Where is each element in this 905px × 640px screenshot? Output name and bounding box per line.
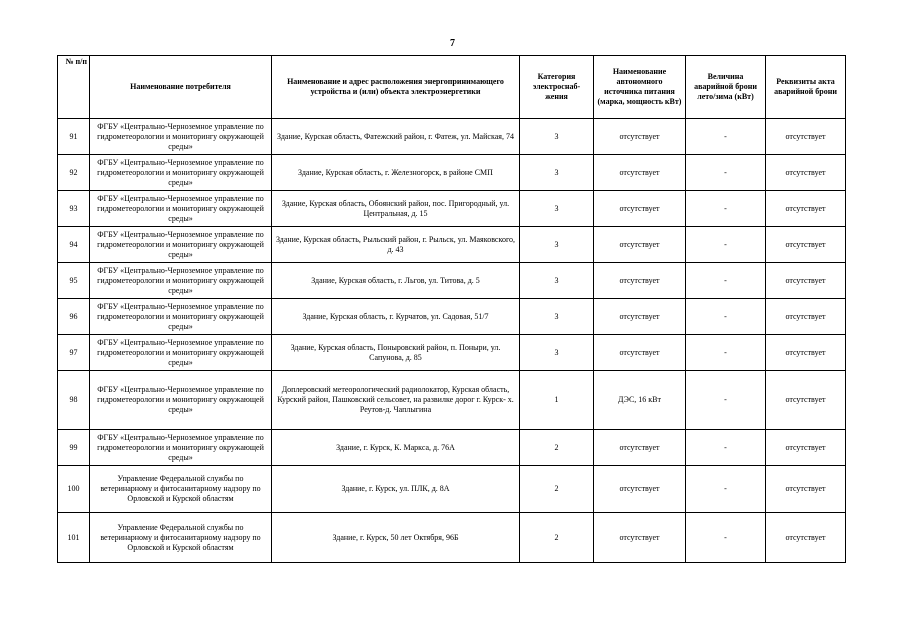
cell-reserve: - xyxy=(686,263,766,299)
cell-source: отсутствует xyxy=(594,335,686,371)
cell-category: 2 xyxy=(520,513,594,563)
header-category: Категория электроснаб-жения xyxy=(520,56,594,119)
cell-address: Здание, г. Курск, К. Маркса, д. 76А xyxy=(272,430,520,466)
cell-num: 95 xyxy=(58,263,90,299)
cell-consumer: ФГБУ «Центрально-Черноземное управление по гидрометеорологии и мониторингу окружающей среды» xyxy=(90,191,272,227)
table-row xyxy=(58,513,846,563)
cell-act: отсутствует xyxy=(766,513,846,563)
cell-act: отсутствует xyxy=(766,371,846,430)
table-row xyxy=(58,227,846,263)
cell-act: отсутствует xyxy=(766,119,846,155)
cell-consumer: ФГБУ «Центрально-Черноземное управление по гидрометеорологии и мониторингу окружающей среды» xyxy=(90,227,272,263)
cell-consumer: Управление Федеральной службы по ветеринарному и фитосанитарному надзору по Орловской и Курской областям xyxy=(90,513,272,563)
header-reserve: Величина аварийной брони лето/зима (кВт) xyxy=(686,56,766,119)
cell-act: отсутствует xyxy=(766,335,846,371)
table-row xyxy=(58,299,846,335)
cell-source: ДЭС, 16 кВт xyxy=(594,371,686,430)
cell-reserve: - xyxy=(686,155,766,191)
cell-consumer: ФГБУ «Центрально-Черноземное управление по гидрометеорологии и мониторингу окружающей среды» xyxy=(90,299,272,335)
cell-address: Здание, Курская область, Поныровский район, п. Поныри, ул. Сапунова, д. 85 xyxy=(272,335,520,371)
header-act: Реквизиты акта аварийной брони xyxy=(766,56,846,119)
cell-consumer: ФГБУ «Центрально-Черноземное управление по гидрометеорологии и мониторингу окружающей среды» xyxy=(90,155,272,191)
cell-num: 100 xyxy=(58,466,90,513)
cell-source: отсутствует xyxy=(594,191,686,227)
table-row xyxy=(58,466,846,513)
cell-source: отсутствует xyxy=(594,227,686,263)
cell-reserve: - xyxy=(686,335,766,371)
cell-reserve: - xyxy=(686,191,766,227)
cell-category: 3 xyxy=(520,155,594,191)
table-row xyxy=(58,119,846,155)
cell-num: 92 xyxy=(58,155,90,191)
cell-consumer: ФГБУ «Центрально-Черноземное управление по гидрометеорологии и мониторингу окружающей среды» xyxy=(90,263,272,299)
cell-reserve: - xyxy=(686,371,766,430)
cell-reserve: - xyxy=(686,299,766,335)
cell-address: Доплеровский метеорологический радиолокатор, Курская область, Курский район, Пашковский сельсовет, на развилке дорог г. Курск- х. Реутов-д. Чаплыгина xyxy=(272,371,520,430)
cell-category: 3 xyxy=(520,263,594,299)
cell-category: 3 xyxy=(520,227,594,263)
cell-address: Здание, Курская область, Обоянский район, пос. Пригородный, ул. Центральная, д. 15 xyxy=(272,191,520,227)
cell-address: Здание, г. Курск, ул. ПЛК, д. 8А xyxy=(272,466,520,513)
cell-address: Здание, Курская область, г. Железногорск, в районе СМП xyxy=(272,155,520,191)
table-row xyxy=(58,430,846,466)
table-row xyxy=(58,155,846,191)
cell-num: 96 xyxy=(58,299,90,335)
table-row xyxy=(58,335,846,371)
cell-consumer: ФГБУ «Центрально-Черноземное управление по гидрометеорологии и мониторингу окружающей среды» xyxy=(90,335,272,371)
cell-act: отсутствует xyxy=(766,227,846,263)
header-address: Наименование и адрес расположения энергопринимающего устройства и (или) объекта электроэнергетики xyxy=(272,56,520,119)
cell-num: 99 xyxy=(58,430,90,466)
cell-category: 3 xyxy=(520,191,594,227)
header-source: Наименование автономного источника питания (марка, мощность кВт) xyxy=(594,56,686,119)
cell-address: Здание, г. Курск, 50 лет Октября, 96Б xyxy=(272,513,520,563)
header-num: № п/п xyxy=(58,56,90,119)
cell-consumer: ФГБУ «Центрально-Черноземное управление по гидрометеорологии и мониторингу окружающей среды» xyxy=(90,119,272,155)
table-row xyxy=(58,263,846,299)
cell-address: Здание, Курская область, Рыльский район, г. Рыльск, ул. Маяковского, д. 43 xyxy=(272,227,520,263)
table-row xyxy=(58,191,846,227)
cell-category: 3 xyxy=(520,335,594,371)
cell-num: 91 xyxy=(58,119,90,155)
cell-source: отсутствует xyxy=(594,466,686,513)
cell-act: отсутствует xyxy=(766,430,846,466)
cell-act: отсутствует xyxy=(766,263,846,299)
cell-source: отсутствует xyxy=(594,513,686,563)
table-header-row xyxy=(58,56,846,119)
cell-source: отсутствует xyxy=(594,119,686,155)
cell-consumer: ФГБУ «Центрально-Черноземное управление по гидрометеорологии и мониторингу окружающей среды» xyxy=(90,371,272,430)
cell-act: отсутствует xyxy=(766,191,846,227)
cell-num: 94 xyxy=(58,227,90,263)
cell-num: 97 xyxy=(58,335,90,371)
cell-num: 93 xyxy=(58,191,90,227)
page-number: 7 xyxy=(450,38,455,49)
cell-num: 101 xyxy=(58,513,90,563)
cell-reserve: - xyxy=(686,430,766,466)
cell-source: отсутствует xyxy=(594,155,686,191)
cell-consumer: Управление Федеральной службы по ветеринарному и фитосанитарному надзору по Орловской и Курской областям xyxy=(90,466,272,513)
cell-act: отсутствует xyxy=(766,155,846,191)
cell-category: 2 xyxy=(520,430,594,466)
cell-address: Здание, Курская область, г. Курчатов, ул. Садовая, 51/7 xyxy=(272,299,520,335)
cell-source: отсутствует xyxy=(594,263,686,299)
cell-category: 1 xyxy=(520,371,594,430)
cell-act: отсутствует xyxy=(766,299,846,335)
cell-category: 3 xyxy=(520,299,594,335)
cell-category: 3 xyxy=(520,119,594,155)
cell-source: отсутствует xyxy=(594,299,686,335)
consumers-table xyxy=(57,55,846,563)
cell-address: Здание, Курская область, г. Льгов, ул. Титова, д. 5 xyxy=(272,263,520,299)
cell-category: 2 xyxy=(520,466,594,513)
cell-source: отсутствует xyxy=(594,430,686,466)
cell-reserve: - xyxy=(686,119,766,155)
cell-num: 98 xyxy=(58,371,90,430)
table-row xyxy=(58,371,846,430)
cell-reserve: - xyxy=(686,466,766,513)
cell-reserve: - xyxy=(686,227,766,263)
cell-consumer: ФГБУ «Центрально-Черноземное управление по гидрометеорологии и мониторингу окружающей среды» xyxy=(90,430,272,466)
cell-address: Здание, Курская область, Фатежский район, г. Фатеж, ул. Майская, 74 xyxy=(272,119,520,155)
header-consumer: Наименование потребителя xyxy=(90,56,272,119)
cell-reserve: - xyxy=(686,513,766,563)
cell-act: отсутствует xyxy=(766,466,846,513)
